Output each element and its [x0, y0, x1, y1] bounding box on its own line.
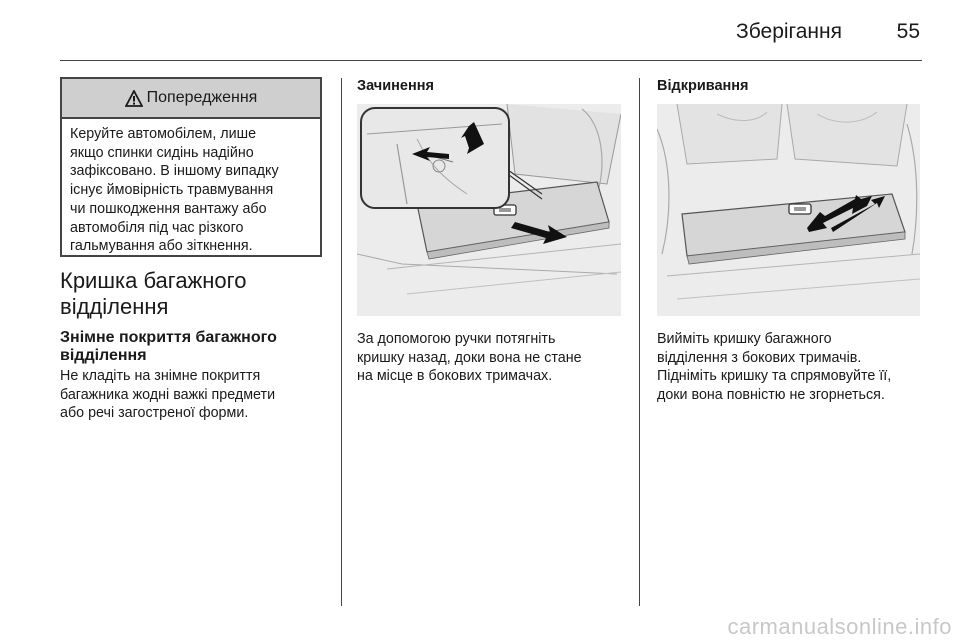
warning-line: гальмування або зіткнення.	[70, 238, 253, 255]
body-line: доки вона повністю не згорнеться.	[657, 387, 885, 404]
warning-text	[62, 119, 320, 256]
body-line: або речі загостреної форми.	[60, 405, 249, 422]
column-divider-2	[639, 78, 640, 606]
warning-header	[62, 79, 320, 119]
warning-title: Попередження	[146, 89, 258, 106]
warning-icon	[125, 90, 143, 107]
body-line: За допомогою ручки потягніть	[357, 331, 556, 347]
page-number: 55	[896, 20, 920, 43]
opening-heading: Відкривання	[657, 78, 749, 94]
subsection-title-line: Знімне покриття багажного	[60, 329, 277, 346]
warning-line: Керуйте автомобілем, лише	[70, 126, 257, 142]
warning-line: існує ймовірність травмування	[70, 182, 274, 199]
warning-line: автомобіля під час різкого	[70, 219, 244, 236]
opening-text	[657, 330, 947, 405]
opening-illustration	[657, 104, 920, 316]
body-line: на місце в бокових тримачах.	[357, 368, 553, 385]
section-title-line: відділення	[60, 294, 169, 319]
subsection-title-line: відділення	[60, 347, 147, 364]
warning-line: зафіксовано. В іншому випадку	[70, 163, 279, 180]
warning-box	[60, 77, 322, 257]
section-title-line: Кришка багажного	[60, 268, 247, 293]
body-line: багажника жодні важкі предмети	[60, 386, 276, 403]
watermark: carmanualsonline.info	[727, 614, 952, 639]
warning-line: чи пошкодження вантажу або	[70, 200, 267, 217]
body-line: відділення з бокових тримачів.	[657, 349, 862, 366]
section-body	[60, 367, 335, 423]
body-line: Вийміть кришку багажного	[657, 331, 832, 347]
body-line: Не кладіть на знімне покриття	[60, 368, 261, 384]
section-title	[60, 268, 330, 320]
closing-text	[357, 330, 637, 386]
column-divider-1	[341, 78, 342, 606]
warning-line: якщо спинки сидінь надійно	[70, 144, 254, 161]
body-line: Підніміть кришку та спрямовуйте її,	[657, 368, 892, 385]
closing-heading: Зачинення	[357, 78, 434, 94]
body-line: кришку назад, доки вона не стане	[357, 349, 582, 366]
page-header-title: Зберігання	[736, 20, 842, 43]
subsection-title	[60, 329, 330, 365]
closing-illustration	[357, 104, 621, 316]
header-rule	[60, 60, 922, 61]
